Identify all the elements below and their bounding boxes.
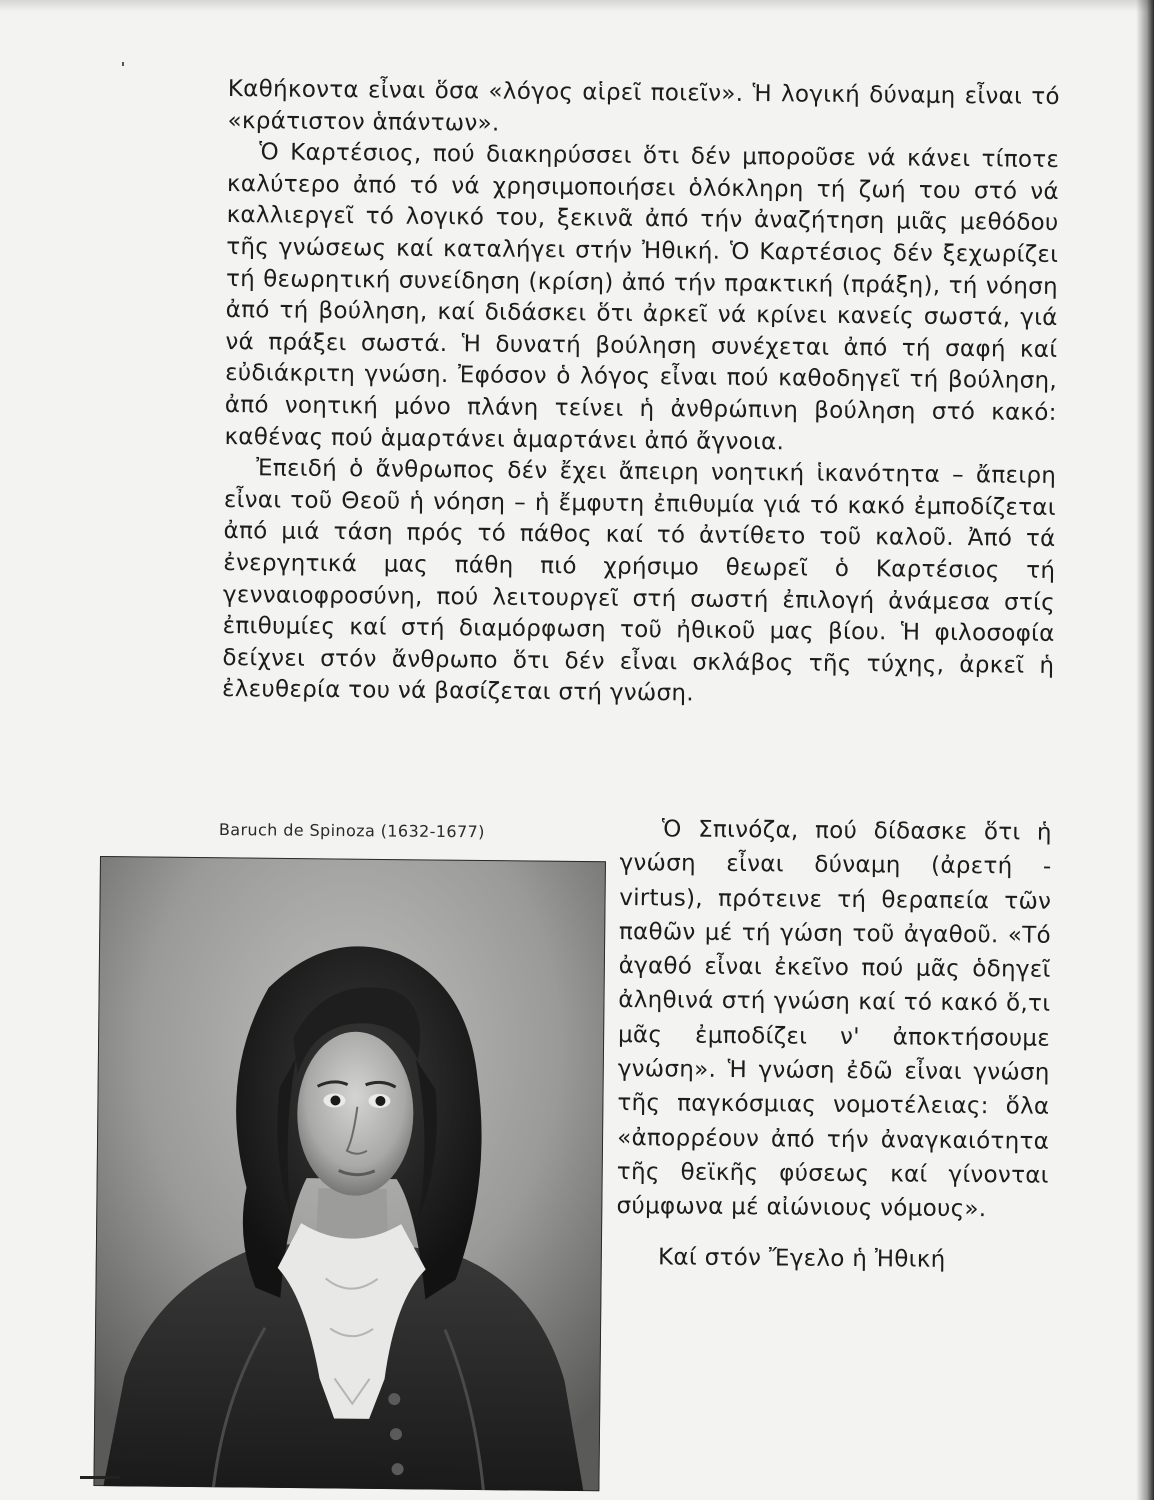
figure-caption: Baruch de Spinoza (1632-1677) [218,820,485,842]
paragraph-spinoza: Ὁ Σπινόζα, πού δίδασκε ὅτι ἡ γνώση εἶναι δύναμη (ἀρετή - virtus), πρότεινε τή θεραπεία τῶν παθῶν μέ τή γώση τοῦ ἀγαθοῦ. «Τό ἀγαθό εἶναι ἐκεῖνο πού μᾶς ὁδηγεῖ ἀληθινά στή γνώση καί τό κακό ὅ,τι μᾶς ἐμποδίζει ν' ἀποκτήσουμε γνώση». Ἡ γνώση ἐδῶ εἶναι γνώση τῆς παγκόσμιας νομοτέλειας: ὅλα «ἀπορρέουν ἀπό τήν ἀναγκαιότητα τῆς θεϊκῆς φύσεως καί γίνονται σύμφωνα μέ αἰώνιους νόμους». [616,816,1052,1223]
scan-mark-bottom [80,1476,120,1479]
scan-speck [122,62,124,66]
paragraph-hegel: Καί στόν Ἔγελο ἡ Ἠθική [658,1243,946,1273]
main-text-block [222,74,1060,714]
scan-shadow-top [0,0,1154,12]
spinoza-portrait [93,856,606,1491]
scan-shadow-right [1136,0,1154,1500]
paragraph-descartes: Ὁ Καρτέσιος, πού διακηρύσσει ὅτι δέν μποροῦσε νά κάνει τίποτε καλύτερο ἀπό τό νά χρησιμοποιήσει ὁλόκληρη τή ζωή του στό νά καλλιεργεῖ τό λογικό του, ξεκινᾶ ἀπό τήν ἀναζήτηση μιᾶς μεθόδου τῆς γνώσεως καί καταλήγει στήν Ἠθική. Ὁ Καρτέσιος δέν ξεχωρίζει τή θεωρητική συνείδηση (κρίση) ἀπό τήν πρακτική (πράξη), τή νόηση ἀπό τή βούληση, καί διδάσκει ὅτι ἀρκεῖ νά κρίνει κανείς σωστά, γιά νά πράξει σωστά. Ἡ δυνατή βούληση συνέχεται ἀπό τή σαφή καί εὐδιάκριτη γνώση. Ἐφόσον ὁ λόγος εἶναι πού καθοδηγεῖ τή βούληση, ἀπό νοητική μόνο πλάνη τείνει ἡ ἀνθρώπινη βούληση στό κακό: καθένας πού ἁμαρτάνει ἁμαρτάνει ἀπό ἄγνοια. [224,139,1060,455]
paragraph-duties: Καθήκοντα εἶναι ὅσα «λόγος αἱρεῖ ποιεῖν». Ἡ λογική δύναμη εἶναι τό «κράτιστον ἁπάντων». [227,75,1060,137]
paragraph-passions: Ἐπειδή ὁ ἄνθρωπος δέν ἔχει ἄπειρη νοητική ἱκανότητα – ἄπειρη εἶναι τοῦ Θεοῦ ἡ νόηση – ἡ ἔμφυτη ἐπιθυμία γιά τό κακό ἐμποδίζεται ἀπό μιά τάση πρός τό πάθος καί τό ἀντίθετο τοῦ καλοῦ. Ἀπό τά ἐνεργητικά μας πάθη πιό χρήσιμο θεωρεῖ ὁ Καρτέσιος τή γενναιοφροσύνη, πού λειτουργεῖ στή σωστή ἐπιλογή ἀνάμεσα στίς ἐπιθυμίες καί στή διαμόρφωση τοῦ ἠθικοῦ μας βίου. Ἡ φιλοσοφία δείχνει στόν ἄνθρωπο ὅτι δέν εἶναι σκλάβος τῆς τύχης, ἀρκεῖ ἡ ἐλευθερία του νά βασίζεται στή γνώση. [221,455,1057,707]
side-text-block [616,812,1052,1278]
